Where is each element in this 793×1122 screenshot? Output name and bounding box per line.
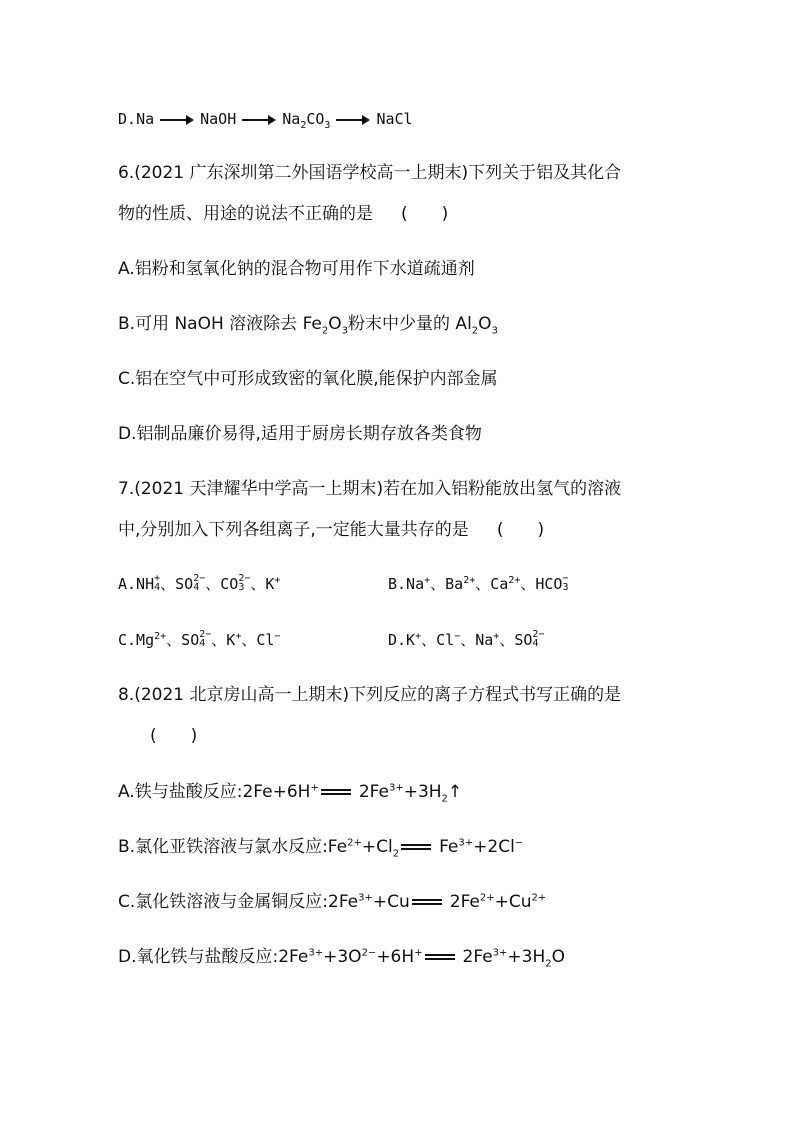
option-text: 、SO: [499, 631, 533, 649]
equals-sign-icon: [425, 954, 455, 960]
option-text: A.NH: [118, 575, 155, 593]
superscript: 3+: [308, 947, 324, 959]
charge-script: [199, 630, 211, 648]
subscript: 3: [341, 325, 349, 337]
option-text: D.氧化铁与盐酸反应:2Fe: [118, 947, 309, 967]
option-text: Fe: [439, 837, 459, 857]
superscript: +: [235, 631, 242, 642]
option-text: +Cu: [372, 892, 410, 912]
option-text: C.氯化铁溶液与金属铜反应:2Fe: [118, 892, 359, 912]
formula: CO: [306, 110, 325, 128]
superscript: 2−: [532, 628, 545, 640]
option-text: 、SO: [166, 631, 200, 649]
equals-sign-icon: [412, 899, 442, 905]
option-text: 、Cl: [421, 631, 455, 649]
subscript: 2: [392, 848, 400, 860]
superscript: 2−: [199, 628, 212, 640]
subscript: 4: [532, 637, 539, 649]
option-text: 、K: [250, 575, 275, 593]
option-text: 、SO: [160, 575, 194, 593]
option-text: 2Fe: [449, 892, 480, 912]
superscript: 2+: [463, 575, 476, 586]
option-text: 、Cl: [241, 631, 275, 649]
formula: NaOH: [200, 110, 237, 128]
option-text: 、CO: [205, 575, 239, 593]
q8-option-b: [118, 836, 723, 858]
option-text: 、Ba: [430, 575, 464, 593]
superscript: 3+: [492, 947, 508, 959]
superscript: +: [415, 631, 422, 642]
superscript: −: [454, 631, 461, 642]
charge-script: [193, 574, 205, 592]
q6-stem-line2: [118, 203, 723, 225]
superscript: 2+: [479, 892, 495, 904]
superscript: 2−: [193, 572, 206, 584]
subscript: 2: [471, 325, 479, 337]
q7-options-row1: [118, 573, 723, 595]
q6-option-c: C.铝在空气中可形成致密的氧化膜,能保护内部金属: [118, 369, 498, 389]
subscript: 2: [300, 120, 307, 131]
q8-stem-line1: 8.(2021 北京房山高一上期末)下列反应的离子方程式书写正确的是: [118, 685, 622, 705]
prev-option-d: [118, 108, 723, 130]
superscript: 2+: [508, 575, 521, 586]
q7-options-row2: [118, 629, 723, 651]
q7-option-c: [118, 628, 281, 649]
q7-option-a: [118, 572, 281, 593]
answer-blank: ( ): [401, 204, 449, 224]
option-text: 、Na: [460, 631, 494, 649]
answer-blank: ( ): [496, 520, 545, 540]
equals-sign-icon: [401, 844, 431, 850]
subscript: 4: [193, 581, 200, 593]
option-text: 2Fe: [358, 782, 389, 802]
option-text: C.Mg: [118, 631, 155, 649]
option-text: +2Cl: [473, 837, 515, 857]
option-text: D.K: [388, 631, 416, 649]
subscript: 4: [154, 581, 161, 593]
option-text: O: [551, 947, 566, 967]
option-text: +3H: [507, 947, 546, 967]
superscript: 3+: [358, 892, 373, 904]
subscript: 3: [562, 581, 569, 593]
subscript: 2: [545, 958, 552, 970]
superscript: −: [562, 572, 569, 584]
option-text: 、HCO: [520, 575, 563, 593]
superscript: −: [514, 837, 524, 849]
q8-option-c: [118, 891, 723, 913]
subscript: 2: [441, 793, 448, 805]
formula: Na: [136, 110, 155, 128]
subscript: 3: [324, 120, 331, 131]
option-text: B.可用 NaOH 溶液除去 Fe: [118, 314, 322, 334]
q8-answer-blank: ( ): [150, 726, 198, 746]
subscript: 3: [238, 581, 245, 593]
option-text: +3O: [323, 947, 362, 967]
superscript: 3+: [458, 837, 474, 849]
formula: Na: [282, 110, 301, 128]
superscript: 2+: [154, 631, 167, 642]
superscript: 2+: [531, 892, 547, 904]
stem-text: 中,分别加入下列各组离子,一定能大量共存的是: [118, 520, 469, 540]
option-text: B.Na: [388, 575, 425, 593]
option-text: O: [328, 314, 342, 334]
gas-arrow: ↑: [447, 782, 463, 802]
option-text: B.氯化亚铁溶液与氯水反应:Fe: [118, 837, 348, 857]
superscript: +: [414, 947, 423, 959]
q6-option-a: A.铝粉和氢氧化钠的混合物可用作下水道疏通剂: [118, 259, 475, 279]
subscript: 4: [199, 637, 206, 649]
q8-option-d: [118, 946, 723, 968]
superscript: 3+: [388, 782, 404, 794]
option-text: +Cl: [361, 837, 393, 857]
subscript: 3: [491, 325, 498, 337]
q8-option-a: [118, 781, 723, 803]
option-text: 粉末中少量的 Al: [348, 314, 472, 334]
q7-stem-line1: 7.(2021 天津耀华中学高一上期末)若在加入铝粉能放出氢气的溶液: [118, 479, 622, 499]
option-text: 2Fe: [462, 947, 493, 967]
superscript: +: [424, 575, 431, 586]
q7-stem-line2: [118, 519, 723, 541]
q6-option-b: [118, 313, 723, 335]
stem-text: 物的性质、用途的说法不正确的是: [118, 204, 373, 224]
option-text: O: [478, 314, 492, 334]
option-text: A.铁与盐酸反应:2Fe+6H: [118, 782, 311, 802]
option-text: +Cu: [494, 892, 532, 912]
superscript: −: [274, 631, 281, 642]
q6-option-d: D.铝制品廉价易得,适用于厨房长期存放各类食物: [118, 424, 482, 444]
q7-option-b: [388, 573, 569, 595]
subscript: 2: [321, 325, 329, 337]
superscript: +: [493, 631, 500, 642]
q7-option-d: [388, 629, 544, 651]
q6-stem-line1: 6.(2021 广东深圳第二外国语学校高一上期末)下列关于铝及其化合: [118, 163, 622, 183]
option-text: 、K: [211, 631, 236, 649]
option-text: 、Ca: [475, 575, 509, 593]
superscript: +: [310, 782, 319, 794]
option-text: +3H: [403, 782, 442, 802]
charge-script: [532, 630, 544, 648]
charge-script: [238, 574, 250, 592]
superscript: 2−: [238, 572, 251, 584]
reaction-arrow-icon: [160, 115, 194, 125]
option-label: D.: [118, 110, 137, 128]
reaction-arrow-icon: [242, 115, 276, 125]
superscript: +: [274, 575, 281, 586]
superscript: +: [154, 572, 161, 584]
reaction-arrow-icon: [336, 115, 370, 125]
charge-script: [562, 574, 568, 592]
superscript: 2+: [347, 837, 362, 849]
equals-sign-icon: [321, 789, 351, 795]
option-text: +6H: [376, 947, 415, 967]
superscript: 2−: [361, 947, 377, 959]
formula: NaCl: [376, 110, 413, 128]
